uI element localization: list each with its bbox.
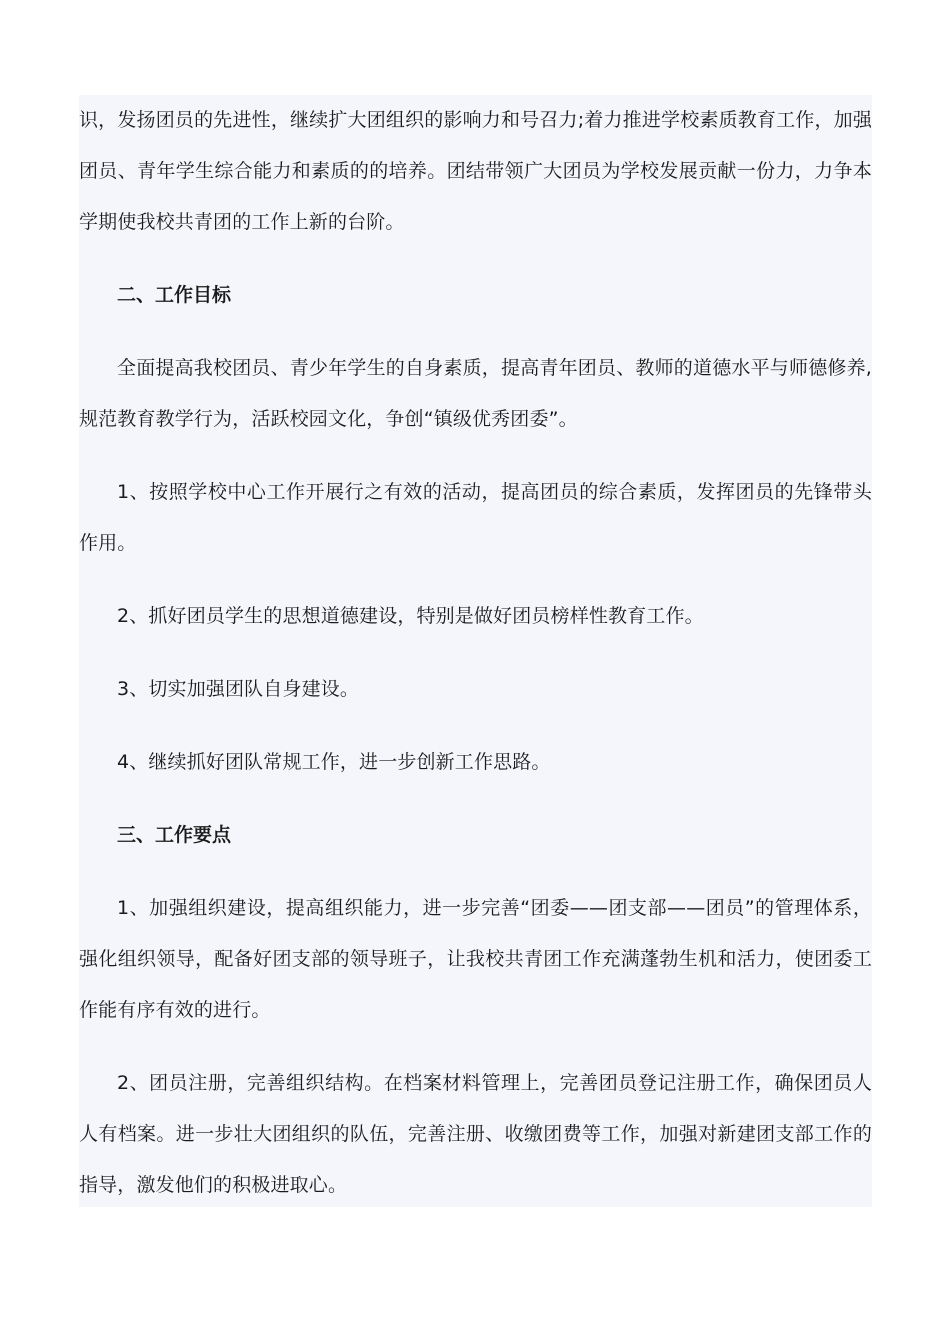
paragraph-intro-continuation: 识，发扬团员的先进性，继续扩大团组织的影响力和号召力;着力推进学校素质教育工作，加强团员、青年学生综合能力和素质的的培养。团结带领广大团员为学校发展贡献一份力，力争本学期使我校共青团的工作上新的台阶。 bbox=[79, 109, 872, 233]
paragraph-key-point-1: 1、加强组织建设，提高组织能力，进一步完善“团委——团支部——团员”的管理体系，强化组织领导，配备好团支部的领导班子，让我校共青团工作充满蓬勃生机和活力，使团委工作能有序有效的进行。 bbox=[79, 897, 872, 1021]
paragraph-goal-1: 1、按照学校中心工作开展行之有效的活动，提高团员的综合素质，发挥团员的先锋带头作用。 bbox=[79, 481, 872, 554]
paragraph-goal-4: 4、继续抓好团队常规工作，进一步创新工作思路。 bbox=[117, 751, 551, 773]
paragraph-goals-overview: 全面提高我校团员、青少年学生的自身素质，提高青年团员、教师的道德水平与师德修养,规范教育教学行为，活跃校园文化，争创“镇级优秀团委”。 bbox=[79, 357, 872, 430]
paragraph-key-point-2: 2、团员注册，完善组织结构。在档案材料管理上，完善团员登记注册工作，确保团员人人有档案。进一步壮大团组织的队伍，完善注册、收缴团费等工作，加强对新建团支部工作的指导，激发他们的积极进取心。 bbox=[79, 1072, 872, 1196]
section-heading-key-points: 三、工作要点 bbox=[117, 824, 232, 846]
section-heading-goals: 二、工作目标 bbox=[117, 284, 232, 306]
paragraph-goal-3: 3、切实加强团队自身建设。 bbox=[117, 678, 360, 700]
document-body bbox=[79, 95, 872, 1211]
paragraph-goal-2: 2、抓好团员学生的思想道德建设，特别是做好团员榜样性教育工作。 bbox=[117, 605, 704, 627]
